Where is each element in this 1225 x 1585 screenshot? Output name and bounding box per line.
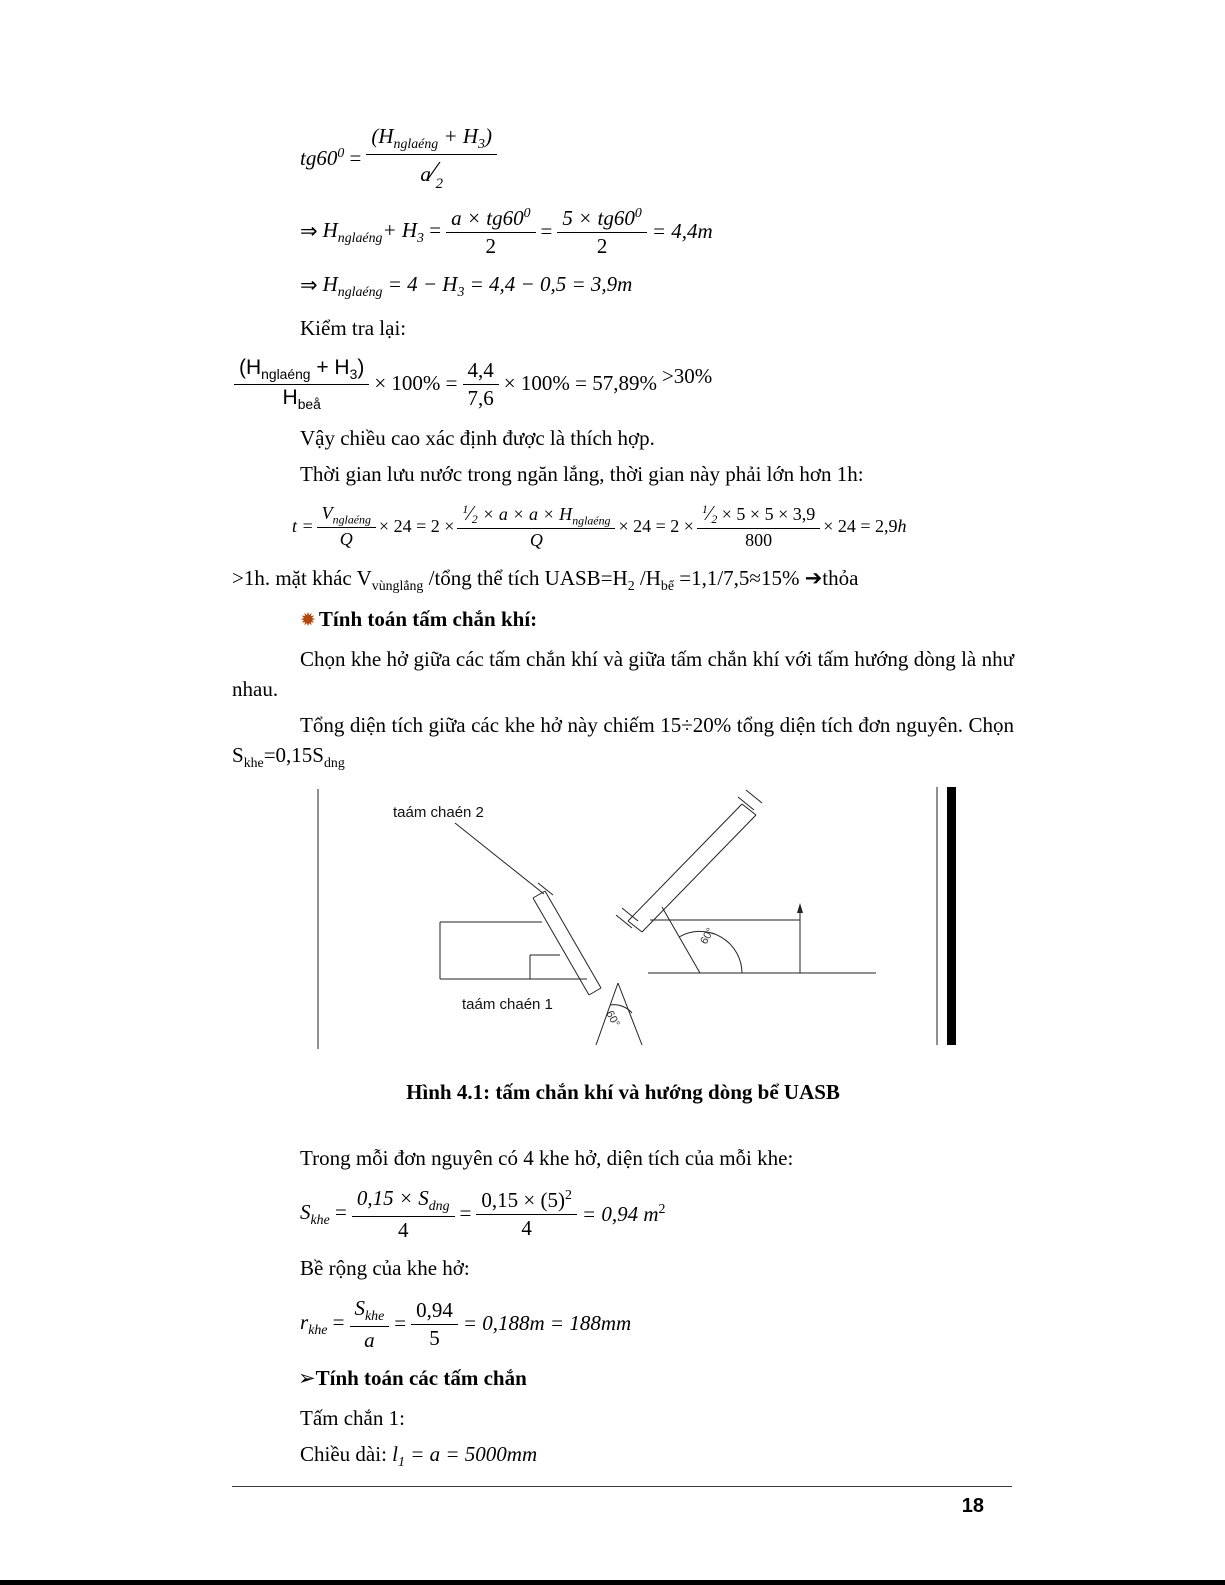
paragraph-gap-area: Tổng diện tích giữa các khe hở này chiếm 15÷20% tổng diện tích đơn nguyên. Chọn $S_{khe}=0,15S_{dng}$	[232, 712, 1014, 770]
implies-arrow-icon: ⇒	[300, 218, 318, 243]
fraction: $\frac{(H_{nglaéng} + H_3)}{a⁄_2}$	[366, 124, 497, 193]
section-heading-gas-baffle: ✹ Tính toán tấm chắn khí:	[300, 607, 538, 632]
angle-label-2: 60°	[603, 1008, 622, 1029]
flow-deflector-triangle	[596, 983, 642, 1045]
dimension-lines	[648, 903, 876, 973]
fraction: $\frac{(H_{nglaéng} + H_3)}{H_{beå}}$	[234, 356, 369, 412]
fraction: $\frac{S_{khe}}{a}$	[350, 1296, 390, 1352]
uasb-baffle-drawing	[310, 787, 960, 1052]
gas-baffle-plate-lower	[440, 883, 601, 995]
fraction: $\frac{0,15 \times S_{dng}}{4}$	[352, 1186, 455, 1242]
formula-retention-time: t = $\frac{V_{nglaéng}}{Q}$ × 24 = 2 × $\frac{^1⁄2 \times a \times a \times H_{nglaéng}}{Q}$ × 24 = 2 × $\frac{^1⁄2 \times 5 \times 5 \times 3,9}{800}$ × 24 = 2,9h	[292, 501, 907, 551]
fraction: $\frac{^1⁄2 \times a \times a \times H_{nglaéng}}{Q}$	[457, 502, 615, 552]
footer-rule	[232, 1486, 1012, 1487]
page-number: 18	[961, 1495, 984, 1517]
angle-label-1: 60°	[698, 925, 717, 947]
baffle-1-label: taám chaén 1	[462, 995, 553, 1013]
formula-h-sum: ⇒ $H_{nglaéng}+ H_3$ = $\frac{a \times tg60^0}{2}$ = $\frac{5 \times tg60^0}{2}$ = 4,4m	[300, 204, 713, 258]
gas-baffle-plate-upper	[616, 790, 762, 932]
text-kiem-tra: Kiểm tra lại:	[300, 316, 407, 341]
implies-arrow-icon: ⇒	[300, 273, 318, 298]
fraction: $\frac{4,4}{7,6}$	[463, 358, 499, 411]
text-conclusion-height: Vậy chiều cao xác định được là thích hợp.	[300, 426, 655, 451]
page-footer	[232, 1486, 1012, 1518]
text-tam-chan-1: Tấm chắn 1:	[300, 1406, 405, 1431]
paragraph-khe-intro: Trong mỗi đơn nguyên có 4 khe hở, diện tích của mỗi khe:	[300, 1146, 794, 1171]
fraction: $\frac{0,94}{5}$	[411, 1298, 458, 1351]
note-volume-ratio: >1h. mặt khác $V_{vùnglắng}$ /tổng thể tích $UASB=H_2$ $/H_{bể} =1,1/7,5\approx 15\%$ ➔thỏa	[232, 565, 859, 593]
text-be-rong: Bề rộng của khe hở:	[300, 1256, 470, 1281]
formula-tg60	[300, 124, 1014, 193]
text-chieu-dai: Chiều dài: $l_1 = a = 5000mm$	[300, 1442, 538, 1470]
star-icon: ✹	[300, 609, 316, 632]
text-retention-intro: Thời gian lưu nước trong ngăn lắng, thời gian này phải lớn hơn 1h:	[300, 461, 864, 486]
arrowhead-bullet-icon: ➢	[298, 1366, 316, 1391]
page-bottom-edge	[0, 1580, 1225, 1585]
diagram-boundaries	[318, 787, 956, 1049]
fraction: $\frac{V_{nglaéng}}{Q}$	[317, 503, 376, 551]
fraction: $\frac{0,15 \times (5)^2}{4}$	[476, 1187, 577, 1241]
fraction: $\frac{5 \times tg60^0}{2}$	[557, 205, 646, 259]
fraction: $\frac{a \times tg60^0}{2}$	[446, 205, 535, 259]
one-half: $^1$⁄2	[462, 501, 478, 526]
fraction: $\frac{^1⁄2 \times 5 \times 5 \times 3,9}{800}$	[697, 502, 820, 551]
formula-h-result: ⇒ $H_{nglaéng} = 4 - H_3 = 4,4 - 0,5 = 3,9m$	[300, 272, 633, 300]
document-page	[232, 0, 1014, 1472]
technical-diagram	[310, 787, 1014, 1061]
one-half: $^1$⁄2	[701, 502, 718, 527]
baffle-2-label: taám chaén 2	[393, 803, 484, 821]
figure-caption: Hình 4.1: tấm chắn khí và hướng dòng bể UASB	[406, 1080, 840, 1105]
gas-baffle-2-label	[393, 804, 544, 894]
formula-lhs: $tg60^0$ =	[300, 145, 362, 171]
angle-annotation-1	[662, 907, 742, 973]
formula-height-check: $\frac{(H_{nglaéng} + H_3)}{H_{beå}}$ × 100% = $\frac{4,4}{7,6}$ × 100% = 57,89% >30%	[234, 356, 1014, 412]
section-heading-baffle-calc: ➢Tính toán các tấm chắn	[298, 1366, 527, 1391]
formula-skhe: $S_{khe}$ = $\frac{0,15 \times S_{dng}}{4}$ = $\frac{0,15 \times (5)^2}{4}$ = 0,94 $m^2$	[300, 1186, 666, 1242]
paragraph-gap-choice: Chọn khe hở giữa các tấm chắn khí và giữa tấm chắn khí với tấm hướng dòng là như nhau.	[232, 647, 1014, 702]
formula-rkhe: $r_{khe}$ = $\frac{S_{khe}}{a}$ = $\frac{0,94}{5}$ = 0,188m = 188mm	[300, 1296, 632, 1352]
thick-arrow-icon: ➔	[804, 565, 823, 590]
